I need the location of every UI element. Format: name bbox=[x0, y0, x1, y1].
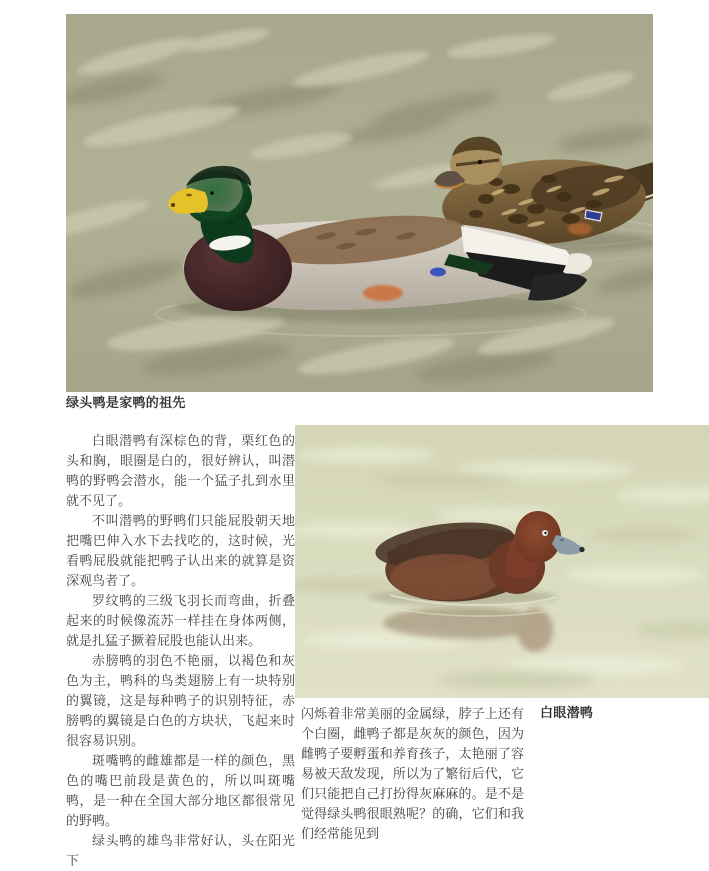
body-paragraph: 斑嘴鸭的雌雄都是一样的颜色，黑色的嘴巴前段是黄色的，所以叫斑嘴鸭，是一种在全国大部分地区都很常见的野鸭。 bbox=[66, 753, 295, 828]
mallard-pair-illustration bbox=[66, 14, 653, 392]
body-paragraph: 罗纹鸭的三级飞羽长而弯曲，折叠起来的时候像流苏一样挂在身体两侧，就是扎猛子撅着屁股也能认出来。 bbox=[66, 593, 295, 648]
side-photo-caption: 白眼潜鸭 bbox=[540, 705, 594, 720]
body-paragraph: 不叫潜鸭的野鸭们只能屁股朝天地把嘴巴伸入水下去找吃的，这时候，光看鸭屁股就能把鸭子认出来的就算是资深观鸟者了。 bbox=[66, 513, 295, 588]
body-paragraph: 赤膀鸭的羽色不艳丽，以褐色和灰色为主，鸭科的鸟类翅膀上有一块特别的翼镜，这是每种鸭子的识别特征，赤膀鸭的翼镜是白色的方块状，飞起来时很容易识别。 bbox=[66, 653, 295, 748]
text-column-right bbox=[301, 704, 524, 844]
ferruginous-duck-illustration bbox=[295, 425, 709, 698]
body-paragraph-continuation: 闪烁着非常美丽的金属绿，脖子上还有个白圈，雌鸭子都是灰灰的颜色，因为雌鸭子要孵蛋和养育孩子，太艳丽了容易被天敌发现，所以为了繁衍后代，它们只能把自己打扮得灰麻麻的。是不是觉得绿头鸭很眼熟呢？的确，它们和我们经常能见到 bbox=[301, 706, 524, 841]
mallard-pair-photo bbox=[66, 14, 653, 392]
body-paragraph: 白眼潜鸭有深棕色的背，栗红色的头和胸，眼圈是白的，很好辨认，叫潜鸭的野鸭会潜水，能一个猛子扎到水里就不见了。 bbox=[66, 433, 295, 508]
ferruginous-duck-photo bbox=[295, 425, 709, 698]
text-column-left bbox=[66, 431, 295, 871]
body-paragraph: 绿头鸭的雄鸟非常好认，头在阳光下 bbox=[66, 833, 295, 868]
main-photo-caption: 绿头鸭是家鸭的祖先 bbox=[66, 395, 186, 410]
